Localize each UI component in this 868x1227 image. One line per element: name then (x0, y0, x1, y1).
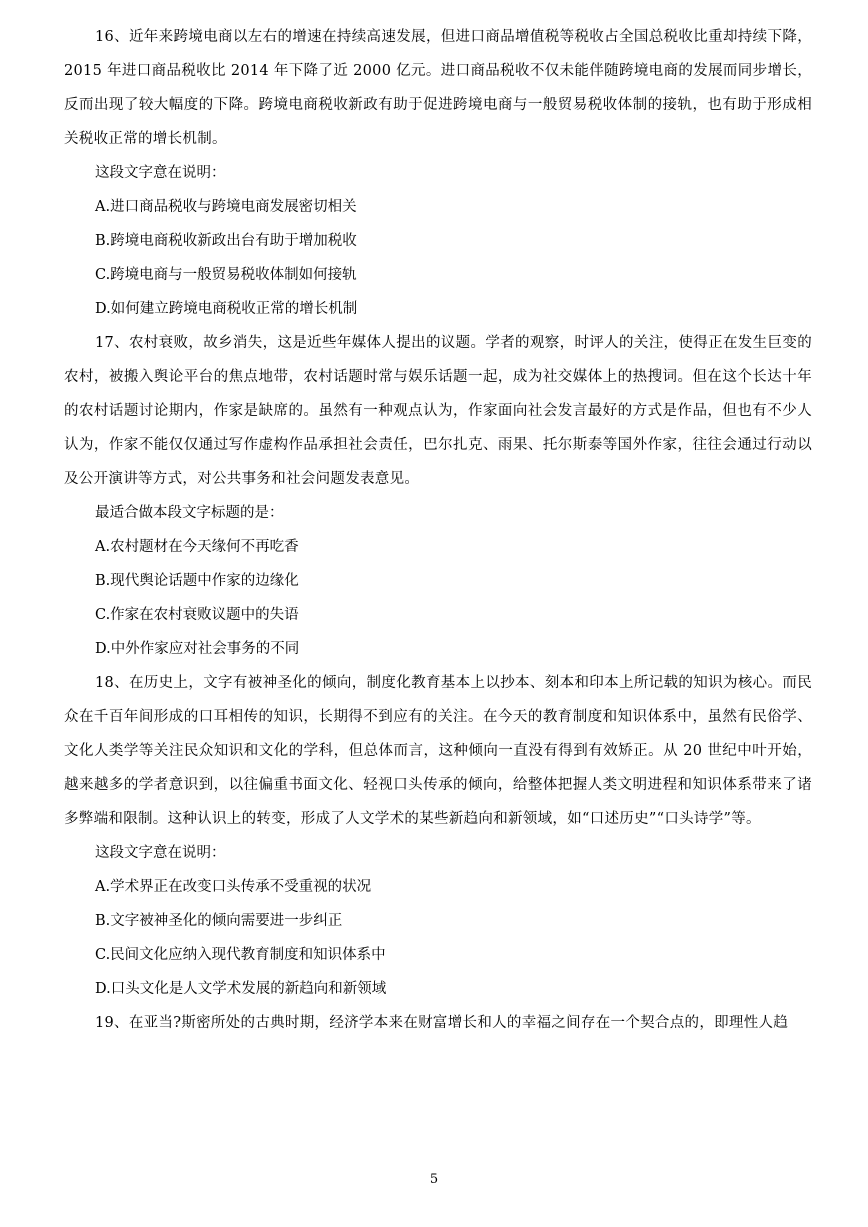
option-b: B.现代舆论话题中作家的边缘化 (95, 573, 299, 589)
question-prompt: 最适合做本段文字标题的是： (95, 505, 284, 521)
page-content (64, 20, 812, 1040)
option-b: B.跨境电商税收新政出台有助于增加税收 (95, 233, 357, 249)
question-prompt: 这段文字意在说明： (95, 845, 226, 861)
question-prompt: 这段文字意在说明： (95, 165, 226, 181)
question-19 (64, 1006, 812, 1040)
question-16 (64, 20, 812, 326)
option-a: A.学术界正在改变口头传承不受重视的状况 (95, 879, 372, 895)
option-c: C.作家在农村衰败议题中的失语 (95, 607, 299, 623)
option-c: C.民间文化应纳入现代教育制度和知识体系中 (95, 947, 386, 963)
option-b: B.文字被神圣化的倾向需要进一步纠正 (95, 913, 343, 929)
question-text: 16、近年来跨境电商以左右的增速在持续高速发展，但进口商品增值税等税收占全国总税收比重却持续下降，2015 年进口商品税收比 2014 年下降了近 2000 亿元。进口商品税收不仅未能伴随跨境电商的发展而同步增长，反而出现了较大幅度的下降。跨境电商税收新政有助于促进跨境电商与一般贸易税收体制的接轨，也有助于形成相关税收正常的增长机制。 (64, 29, 812, 147)
question-text-partial: 19、在亚当?斯密所处的古典时期，经济学本来在财富增长和人的幸福之间存在一个契合点的，即理性人趋 (95, 1015, 789, 1031)
question-text: 17、农村衰败，故乡消失，这是近些年媒体人提出的议题。学者的观察，时评人的关注，使得正在发生巨变的农村，被搬入舆论平台的焦点地带，农村话题时常与娱乐话题一起，成为社交媒体上的热搜词。但在这个长达十年的农村话题讨论期内，作家是缺席的。虽然有一种观点认为，作家面向社会发言最好的方式是作品，但也有不少人认为，作家不能仅仅通过写作虚构作品承担社会责任，巴尔扎克、雨果、托尔斯泰等国外作家，往往会通过行动以及公开演讲等方式，对公共事务和社会问题发表意见。 (64, 335, 812, 487)
option-d: D.中外作家应对社会事务的不同 (95, 641, 300, 657)
option-a: A.进口商品税收与跨境电商发展密切相关 (95, 199, 357, 215)
question-17 (64, 326, 812, 666)
option-a: A.农村题材在今天缘何不再吃香 (95, 539, 299, 555)
question-text: 18、在历史上，文字有被神圣化的倾向，制度化教育基本上以抄本、刻本和印本上所记载的知识为核心。而民众在千百年间形成的口耳相传的知识，长期得不到应有的关注。在今天的教育制度和知识体系中，虽然有民俗学、文化人类学等关注民众知识和文化的学科，但总体而言，这种倾向一直没有得到有效矫正。从 20 世纪中叶开始，越来越多的学者意识到，以往偏重书面文化、轻视口头传承的倾向，给整体把握人类文明进程和知识体系带来了诸多弊端和限制。这种认识上的转变，形成了人文学术的某些新趋向和新领域，如“口述历史”“口头诗学”等。 (64, 675, 812, 827)
option-c: C.跨境电商与一般贸易税收体制如何接轨 (95, 267, 357, 283)
option-d: D.如何建立跨境电商税收正常的增长机制 (95, 301, 358, 317)
option-d: D.口头文化是人文学术发展的新趋向和新领域 (95, 981, 387, 997)
page-number: 5 (429, 1172, 439, 1187)
question-18 (64, 666, 812, 1006)
